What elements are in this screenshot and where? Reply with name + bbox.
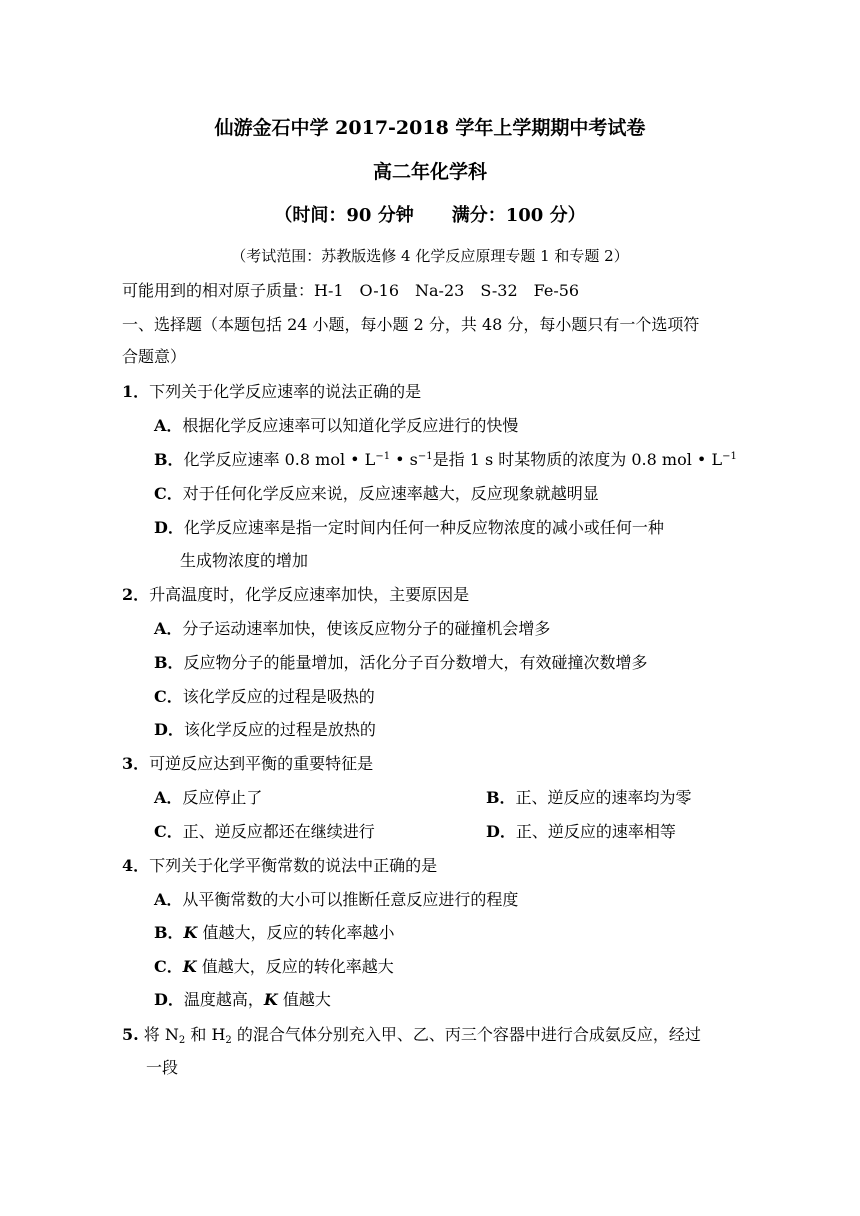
question-number: 4．: [122, 856, 150, 875]
question-4-stem: [122, 856, 437, 876]
option-label: A．: [154, 890, 183, 909]
q4-option-b: [154, 923, 395, 943]
question-5-stem-line2: 一段: [146, 1058, 179, 1077]
question-3-stem: [122, 754, 373, 774]
question-text-part: 将 N: [143, 1025, 179, 1044]
q2-option-b: [154, 653, 648, 673]
option-label: C．: [154, 957, 183, 976]
option-text: 反应物分子的能量增加，活化分子百分数增大，有效碰撞次数增多: [183, 653, 648, 672]
question-5-stem: [122, 1025, 701, 1045]
q4-option-a: [154, 890, 518, 910]
q3-option-d: [486, 822, 676, 842]
question-text: 可逆反应达到平衡的重要特征是: [149, 754, 374, 773]
option-text-part: 值越大: [277, 990, 331, 1009]
question-1-stem: [122, 382, 421, 402]
exam-scope: （考试范围：苏教版选修 4 化学反应原理专题 1 和专题 2）: [231, 247, 629, 265]
q1-option-d-line2: 生成物浓度的增加: [180, 551, 309, 570]
q1-option-a: [154, 416, 518, 436]
exam-time: （时间：90 分钟: [274, 205, 414, 226]
option-text-part: 温度越高，: [183, 990, 264, 1009]
question-number: 2．: [122, 585, 150, 604]
option-text: 分子运动速率加快，使该反应物分子的碰撞机会增多: [182, 619, 551, 638]
option-label: C．: [154, 484, 183, 503]
option-label: A．: [154, 788, 183, 807]
q1-option-b: [154, 450, 737, 470]
option-label: B．: [154, 923, 184, 942]
superscript: −1: [417, 451, 433, 462]
q2-option-a: [154, 619, 550, 639]
exam-time-score: [0, 204, 860, 228]
subscript: 2: [225, 1035, 232, 1046]
option-label: D．: [154, 990, 184, 1009]
option-text: 该化学反应的过程是放热的: [183, 720, 376, 739]
question-text-part: 和 H: [185, 1025, 226, 1044]
q1-option-d: [154, 518, 664, 538]
question-number: 3．: [122, 754, 150, 773]
option-text: 根据化学反应速率可以知道化学反应进行的快慢: [182, 416, 519, 435]
option-text-part: 化学反应速率 0.8 mol • L: [183, 450, 376, 469]
atomic-masses: 可能用到的相对原子质量：H-1 O-16 Na-23 S-32 Fe-56: [122, 281, 580, 300]
option-label: A．: [154, 619, 183, 638]
option-text: 对于任何化学反应来说，反应速率越大，反应现象就越明显: [182, 484, 599, 503]
option-text: 从平衡常数的大小可以推断任意反应进行的程度: [182, 890, 519, 909]
exam-subtitle: 高二年化学科: [372, 161, 487, 183]
question-number: 1．: [122, 382, 150, 401]
question-number: 5.: [122, 1025, 139, 1044]
option-label: C．: [154, 822, 183, 841]
option-label: B．: [154, 653, 184, 672]
q2-option-c: [154, 687, 375, 707]
section-heading-line1: 一、选择题（本题包括 24 小题，每小题 2 分，共 48 分，每小题只有一个选项符: [122, 315, 700, 334]
q1-option-c: [154, 484, 599, 504]
superscript: −1: [375, 451, 391, 462]
option-text: 化学反应速率是指一定时间内任何一种反应物浓度的减小或任何一种: [183, 518, 664, 537]
option-label: D．: [154, 720, 184, 739]
subscript: 2: [178, 1035, 186, 1046]
option-text: 该化学反应的过程是吸热的: [182, 687, 375, 706]
option-label: D．: [486, 822, 516, 841]
question-text: 下列关于化学平衡常数的说法中正确的是: [149, 856, 438, 875]
question-text-part: 的混合气体分别充入甲、乙、丙三个容器中进行合成氨反应，经过: [231, 1025, 701, 1044]
option-text: 值越大，反应的转化率越大: [196, 957, 394, 976]
option-label: A．: [154, 416, 183, 435]
option-text-part: • s: [390, 450, 418, 469]
q4-option-c: [154, 957, 394, 977]
option-label: B．: [154, 450, 184, 469]
option-text: 正、逆反应的速率相等: [515, 822, 676, 841]
q4-option-d: [154, 990, 331, 1010]
k-symbol: K: [183, 923, 198, 942]
superscript: −1: [722, 451, 737, 462]
exam-score: 满分：100 分）: [451, 205, 586, 226]
option-text: 反应停止了: [182, 788, 263, 807]
option-label: D．: [154, 518, 184, 537]
option-label: B．: [486, 788, 516, 807]
section-heading-line2: 合题意）: [122, 347, 187, 366]
q2-option-d: [154, 720, 376, 740]
option-label: C．: [154, 687, 183, 706]
q3-option-c: [154, 822, 375, 842]
q3-option-b: [486, 788, 692, 808]
option-text: 正、逆反应都还在继续进行: [182, 822, 375, 841]
exam-title: 仙游金石中学 2017-2018 学年上学期期中考试卷: [214, 117, 646, 139]
question-text: 下列关于化学反应速率的说法正确的是: [149, 382, 422, 401]
option-text-part: 是指 1 s 时某物质的浓度为 0.8 mol • L: [432, 450, 723, 469]
question-2-stem: [122, 585, 469, 605]
option-text: 正、逆反应的速率均为零: [515, 788, 692, 807]
question-text: 升高温度时，化学反应速率加快，主要原因是: [149, 585, 470, 604]
option-text: 值越大，反应的转化率越小: [197, 923, 395, 942]
k-symbol: K: [182, 957, 197, 976]
k-symbol: K: [263, 990, 278, 1009]
q3-option-a: [154, 788, 262, 808]
